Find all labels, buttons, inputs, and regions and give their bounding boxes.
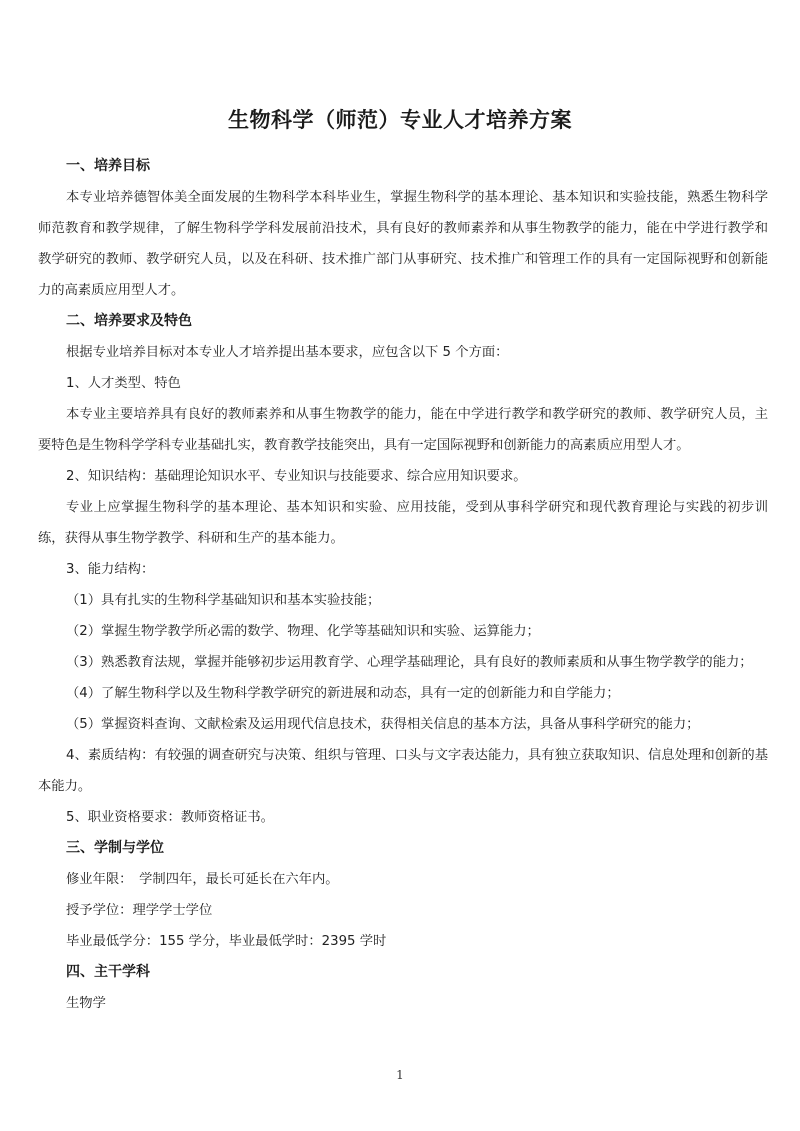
document-title: 生物科学（师范）专业人才培养方案 <box>228 108 572 132</box>
section-heading-4: 四、主干学科 <box>66 964 150 980</box>
study-duration: 修业年限： 学制四年，最长可延长在六年内。 <box>66 872 339 887</box>
ability-4: （4）了解生物科学以及生物科学教学研究的新进展和动态，具有一定的创新能力和自学能力； <box>66 686 620 701</box>
section-heading-1: 一、培养目标 <box>66 158 150 174</box>
document-body <box>38 151 768 1019</box>
ability-5: （5）掌握资料查询、文献检索及运用现代信息技术，获得相关信息的基本方法，具备从事科学研究的能力； <box>66 717 700 732</box>
section-heading-2: 二、培养要求及特色 <box>66 313 192 329</box>
page-number: 1 <box>396 1068 404 1082</box>
item-3-title: 3、能力结构： <box>66 562 155 577</box>
requirements-intro: 根据专业培养目标对本专业人才培养提出基本要求，应包含以下 5 个方面： <box>66 345 509 360</box>
item-2-title: 2、知识结构：基础理论知识水平、专业知识与技能要求、综合应用知识要求。 <box>66 469 527 484</box>
ability-2: （2）掌握生物学教学所必需的数学、物理、化学等基础知识和实验、运算能力； <box>66 624 540 639</box>
item-2-text: 专业上应掌握生物科学的基本理论、基本知识和实验、应用技能，受到从事科学研究和现代教育理论与实践的初步训练，获得从事生物学教学、科研和生产的基本能力。 <box>38 500 768 546</box>
min-credits: 毕业最低学分：155 学分，毕业最低学时：2395 学时 <box>66 934 387 949</box>
item-4-text: 4、素质结构：有较强的调查研究与决策、组织与管理、口头与文字表达能力，具有独立获取知识、信息处理和创新的基本能力。 <box>38 748 768 794</box>
ability-3: （3）熟悉教育法规，掌握并能够初步运用教育学、心理学基础理论，具有良好的教师素质和从事生物学教学的能力； <box>66 655 753 670</box>
item-5-text: 5、职业资格要求：教师资格证书。 <box>66 810 274 825</box>
item-1-text: 本专业主要培养具有良好的教师素养和从事生物教学的能力，能在中学进行教学和教学研究的教师、教学研究人员，主要特色是生物科学学科专业基础扎实，教育教学技能突出，具有一定国际视野和创新能力的高素质应用型人才。 <box>38 407 768 453</box>
objective-paragraph: 本专业培养德智体美全面发展的生物科学本科毕业生，掌握生物科学的基本理论、基本知识和实验技能，熟悉生物科学师范教育和教学规律，了解生物科学学科发展前沿技术，具有良好的教师素养和从事生物教学的能力，能在中学进行教学和教学研究的教师、教学研究人员，以及在科研、技术推广部门从事研究、技术推广和管理工作的具有一定国际视野和创新能力的高素质应用型人才。 <box>38 190 768 298</box>
ability-1: （1）具有扎实的生物科学基础知识和基本实验技能； <box>66 593 381 608</box>
item-1-title: 1、人才类型、特色 <box>66 376 181 391</box>
main-discipline: 生物学 <box>66 996 106 1011</box>
degree-awarded: 授予学位：理学学士学位 <box>66 903 213 918</box>
section-heading-3: 三、学制与学位 <box>66 840 164 856</box>
